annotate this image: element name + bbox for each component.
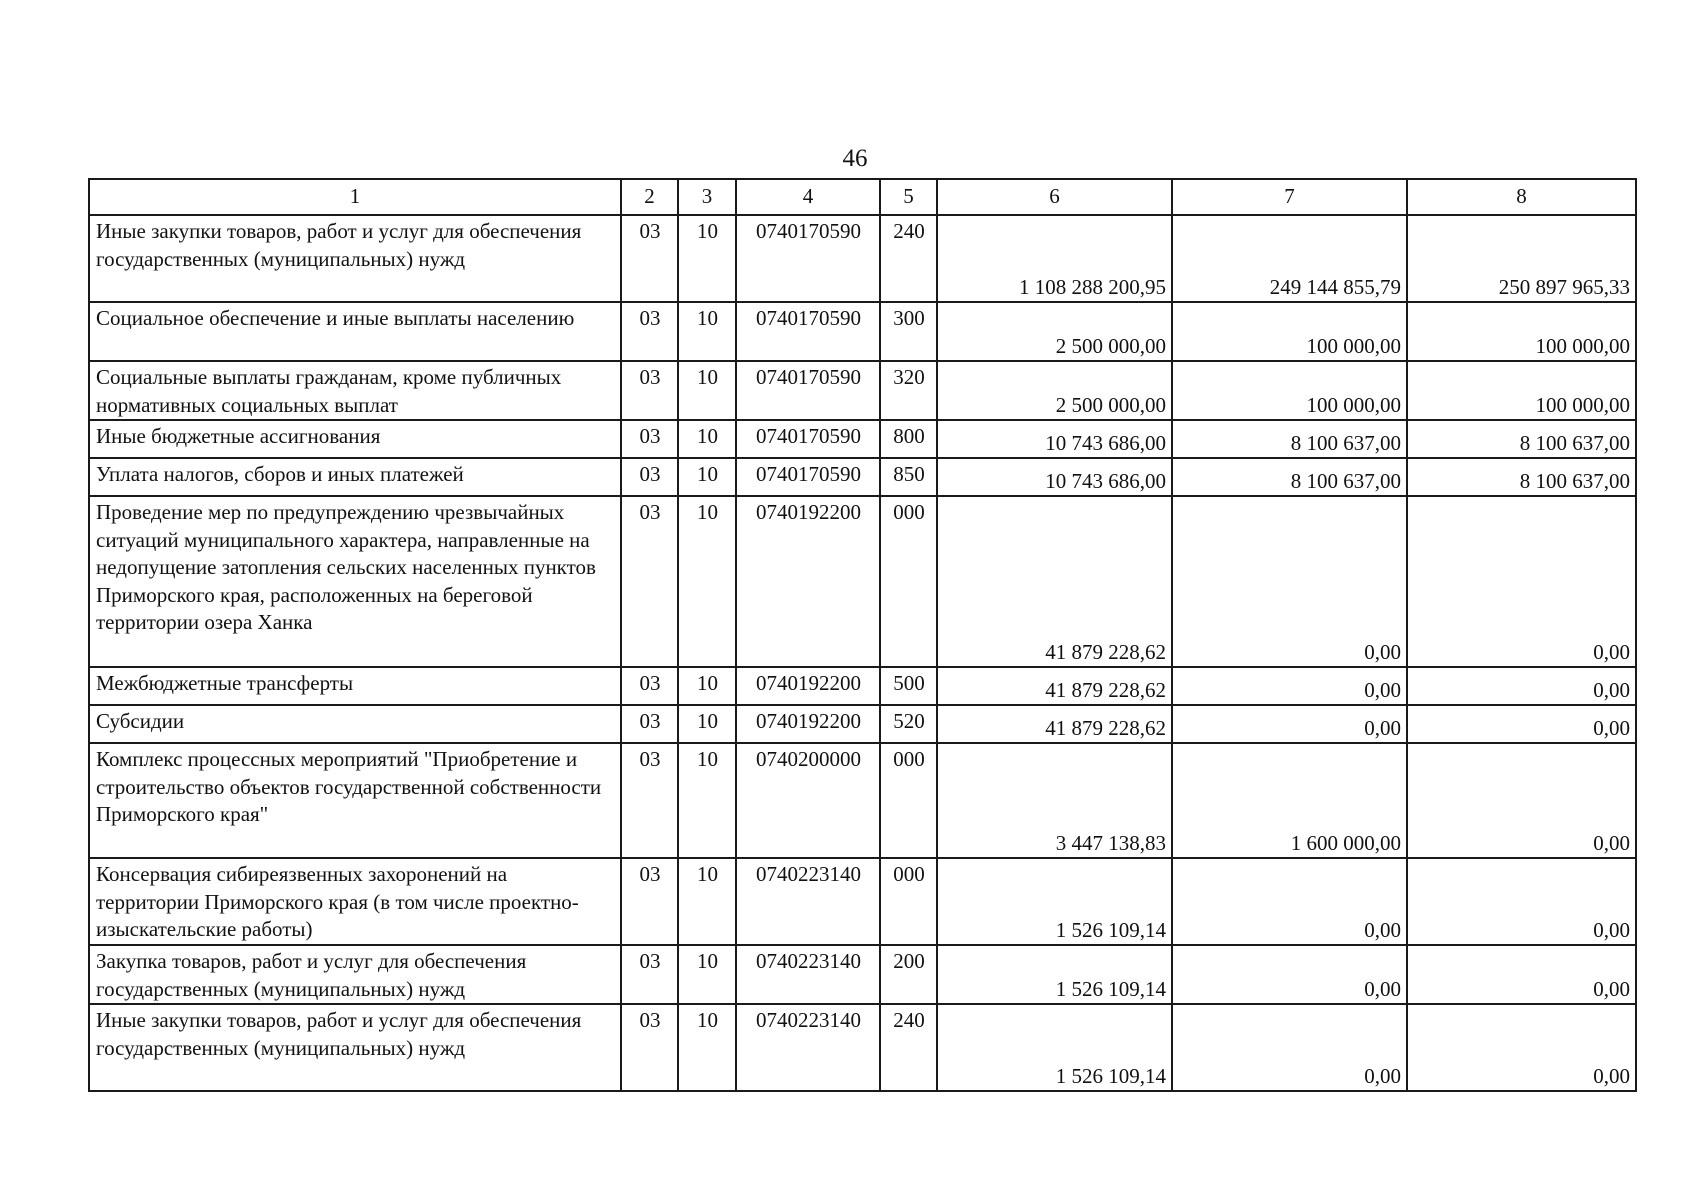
row-subsection: 10 [678, 858, 736, 945]
row-name: Иные бюджетные ассигнования [89, 420, 621, 458]
row-name: Закупка товаров, работ и услуг для обеспечения государственных (муниципальных) нужд [89, 945, 621, 1004]
row-section: 03 [621, 945, 678, 1004]
row-name: Консервация сибиреязвенных захоронений на территории Приморского края (в том числе проектно-изыскательские работы) [89, 858, 621, 945]
row-section: 03 [621, 858, 678, 945]
row-target-article: 0740170590 [736, 215, 880, 302]
column-header-5: 5 [880, 179, 937, 215]
row-target-article: 0740200000 [736, 743, 880, 858]
row-target-article: 0740192200 [736, 496, 880, 667]
row-target-article: 0740192200 [736, 667, 880, 705]
row-amount-8: 8 100 637,00 [1407, 458, 1636, 496]
table-row [89, 705, 1636, 743]
row-target-article: 0740223140 [736, 858, 880, 945]
row-subsection: 10 [678, 458, 736, 496]
table-header-row [89, 179, 1636, 215]
row-amount-6: 2 500 000,00 [937, 302, 1172, 361]
table-row [89, 420, 1636, 458]
row-expense-type: 000 [880, 496, 937, 667]
table-row [89, 302, 1636, 361]
row-amount-7: 100 000,00 [1172, 302, 1407, 361]
column-header-2: 2 [621, 179, 678, 215]
row-section: 03 [621, 420, 678, 458]
row-target-article: 0740170590 [736, 361, 880, 420]
row-amount-6: 3 447 138,83 [937, 743, 1172, 858]
row-amount-7: 249 144 855,79 [1172, 215, 1407, 302]
table-row [89, 1004, 1636, 1091]
row-amount-6: 1 108 288 200,95 [937, 215, 1172, 302]
row-target-article: 0740223140 [736, 945, 880, 1004]
column-header-7: 7 [1172, 179, 1407, 215]
row-name: Проведение мер по предупреждению чрезвычайных ситуаций муниципального характера, направленные на недопущение затопления сельских населенных пунктов Приморского края, расположенных на береговой территории озера Ханка [89, 496, 621, 667]
row-subsection: 10 [678, 215, 736, 302]
row-section: 03 [621, 215, 678, 302]
row-amount-7: 0,00 [1172, 945, 1407, 1004]
row-subsection: 10 [678, 1004, 736, 1091]
row-name: Комплекс процессных мероприятий "Приобретение и строительство объектов государственной собственности Приморского края" [89, 743, 621, 858]
column-header-6: 6 [937, 179, 1172, 215]
row-amount-7: 0,00 [1172, 858, 1407, 945]
row-expense-type: 850 [880, 458, 937, 496]
row-expense-type: 520 [880, 705, 937, 743]
row-expense-type: 000 [880, 858, 937, 945]
row-expense-type: 320 [880, 361, 937, 420]
row-name: Социальные выплаты гражданам, кроме публичных нормативных социальных выплат [89, 361, 621, 420]
row-amount-6: 1 526 109,14 [937, 945, 1172, 1004]
budget-table [88, 178, 1637, 1092]
row-amount-6: 10 743 686,00 [937, 458, 1172, 496]
row-section: 03 [621, 458, 678, 496]
row-amount-8: 0,00 [1407, 667, 1636, 705]
row-amount-7: 1 600 000,00 [1172, 743, 1407, 858]
row-name: Социальное обеспечение и иные выплаты населению [89, 302, 621, 361]
row-amount-6: 41 879 228,62 [937, 705, 1172, 743]
row-subsection: 10 [678, 705, 736, 743]
row-amount-8: 0,00 [1407, 743, 1636, 858]
row-amount-7: 100 000,00 [1172, 361, 1407, 420]
row-name: Уплата налогов, сборов и иных платежей [89, 458, 621, 496]
row-amount-6: 41 879 228,62 [937, 496, 1172, 667]
row-name: Иные закупки товаров, работ и услуг для обеспечения государственных (муниципальных) нужд [89, 1004, 621, 1091]
row-subsection: 10 [678, 361, 736, 420]
table-row [89, 496, 1636, 667]
row-amount-8: 250 897 965,33 [1407, 215, 1636, 302]
row-section: 03 [621, 496, 678, 667]
row-section: 03 [621, 705, 678, 743]
row-amount-8: 8 100 637,00 [1407, 420, 1636, 458]
column-header-3: 3 [678, 179, 736, 215]
row-amount-7: 0,00 [1172, 496, 1407, 667]
row-amount-6: 1 526 109,14 [937, 858, 1172, 945]
table-row [89, 858, 1636, 945]
row-amount-7: 0,00 [1172, 705, 1407, 743]
row-expense-type: 240 [880, 1004, 937, 1091]
row-expense-type: 000 [880, 743, 937, 858]
table-row [89, 361, 1636, 420]
row-amount-8: 100 000,00 [1407, 361, 1636, 420]
row-amount-6: 41 879 228,62 [937, 667, 1172, 705]
row-amount-7: 8 100 637,00 [1172, 458, 1407, 496]
row-subsection: 10 [678, 945, 736, 1004]
row-subsection: 10 [678, 302, 736, 361]
row-expense-type: 800 [880, 420, 937, 458]
row-subsection: 10 [678, 420, 736, 458]
row-expense-type: 300 [880, 302, 937, 361]
row-amount-8: 0,00 [1407, 945, 1636, 1004]
row-expense-type: 200 [880, 945, 937, 1004]
row-amount-8: 0,00 [1407, 705, 1636, 743]
table-row [89, 945, 1636, 1004]
row-section: 03 [621, 302, 678, 361]
row-name: Иные закупки товаров, работ и услуг для обеспечения государственных (муниципальных) нужд [89, 215, 621, 302]
column-header-1: 1 [89, 179, 621, 215]
row-target-article: 0740223140 [736, 1004, 880, 1091]
row-target-article: 0740170590 [736, 458, 880, 496]
row-amount-8: 0,00 [1407, 858, 1636, 945]
table-row [89, 458, 1636, 496]
row-target-article: 0740170590 [736, 302, 880, 361]
table-row [89, 667, 1636, 705]
column-header-4: 4 [736, 179, 880, 215]
row-target-article: 0740192200 [736, 705, 880, 743]
row-amount-7: 8 100 637,00 [1172, 420, 1407, 458]
row-amount-7: 0,00 [1172, 1004, 1407, 1091]
row-name: Межбюджетные трансферты [89, 667, 621, 705]
row-name: Субсидии [89, 705, 621, 743]
row-section: 03 [621, 667, 678, 705]
row-expense-type: 500 [880, 667, 937, 705]
row-amount-8: 100 000,00 [1407, 302, 1636, 361]
table-row [89, 215, 1636, 302]
row-section: 03 [621, 1004, 678, 1091]
row-subsection: 10 [678, 743, 736, 858]
table-row [89, 743, 1636, 858]
row-subsection: 10 [678, 496, 736, 667]
row-expense-type: 240 [880, 215, 937, 302]
row-section: 03 [621, 743, 678, 858]
row-amount-8: 0,00 [1407, 1004, 1636, 1091]
row-section: 03 [621, 361, 678, 420]
row-amount-6: 10 743 686,00 [937, 420, 1172, 458]
row-amount-6: 1 526 109,14 [937, 1004, 1172, 1091]
page-number: 46 [842, 145, 868, 172]
row-amount-6: 2 500 000,00 [937, 361, 1172, 420]
row-subsection: 10 [678, 667, 736, 705]
row-amount-8: 0,00 [1407, 496, 1636, 667]
row-amount-7: 0,00 [1172, 667, 1407, 705]
row-target-article: 0740170590 [736, 420, 880, 458]
column-header-8: 8 [1407, 179, 1636, 215]
